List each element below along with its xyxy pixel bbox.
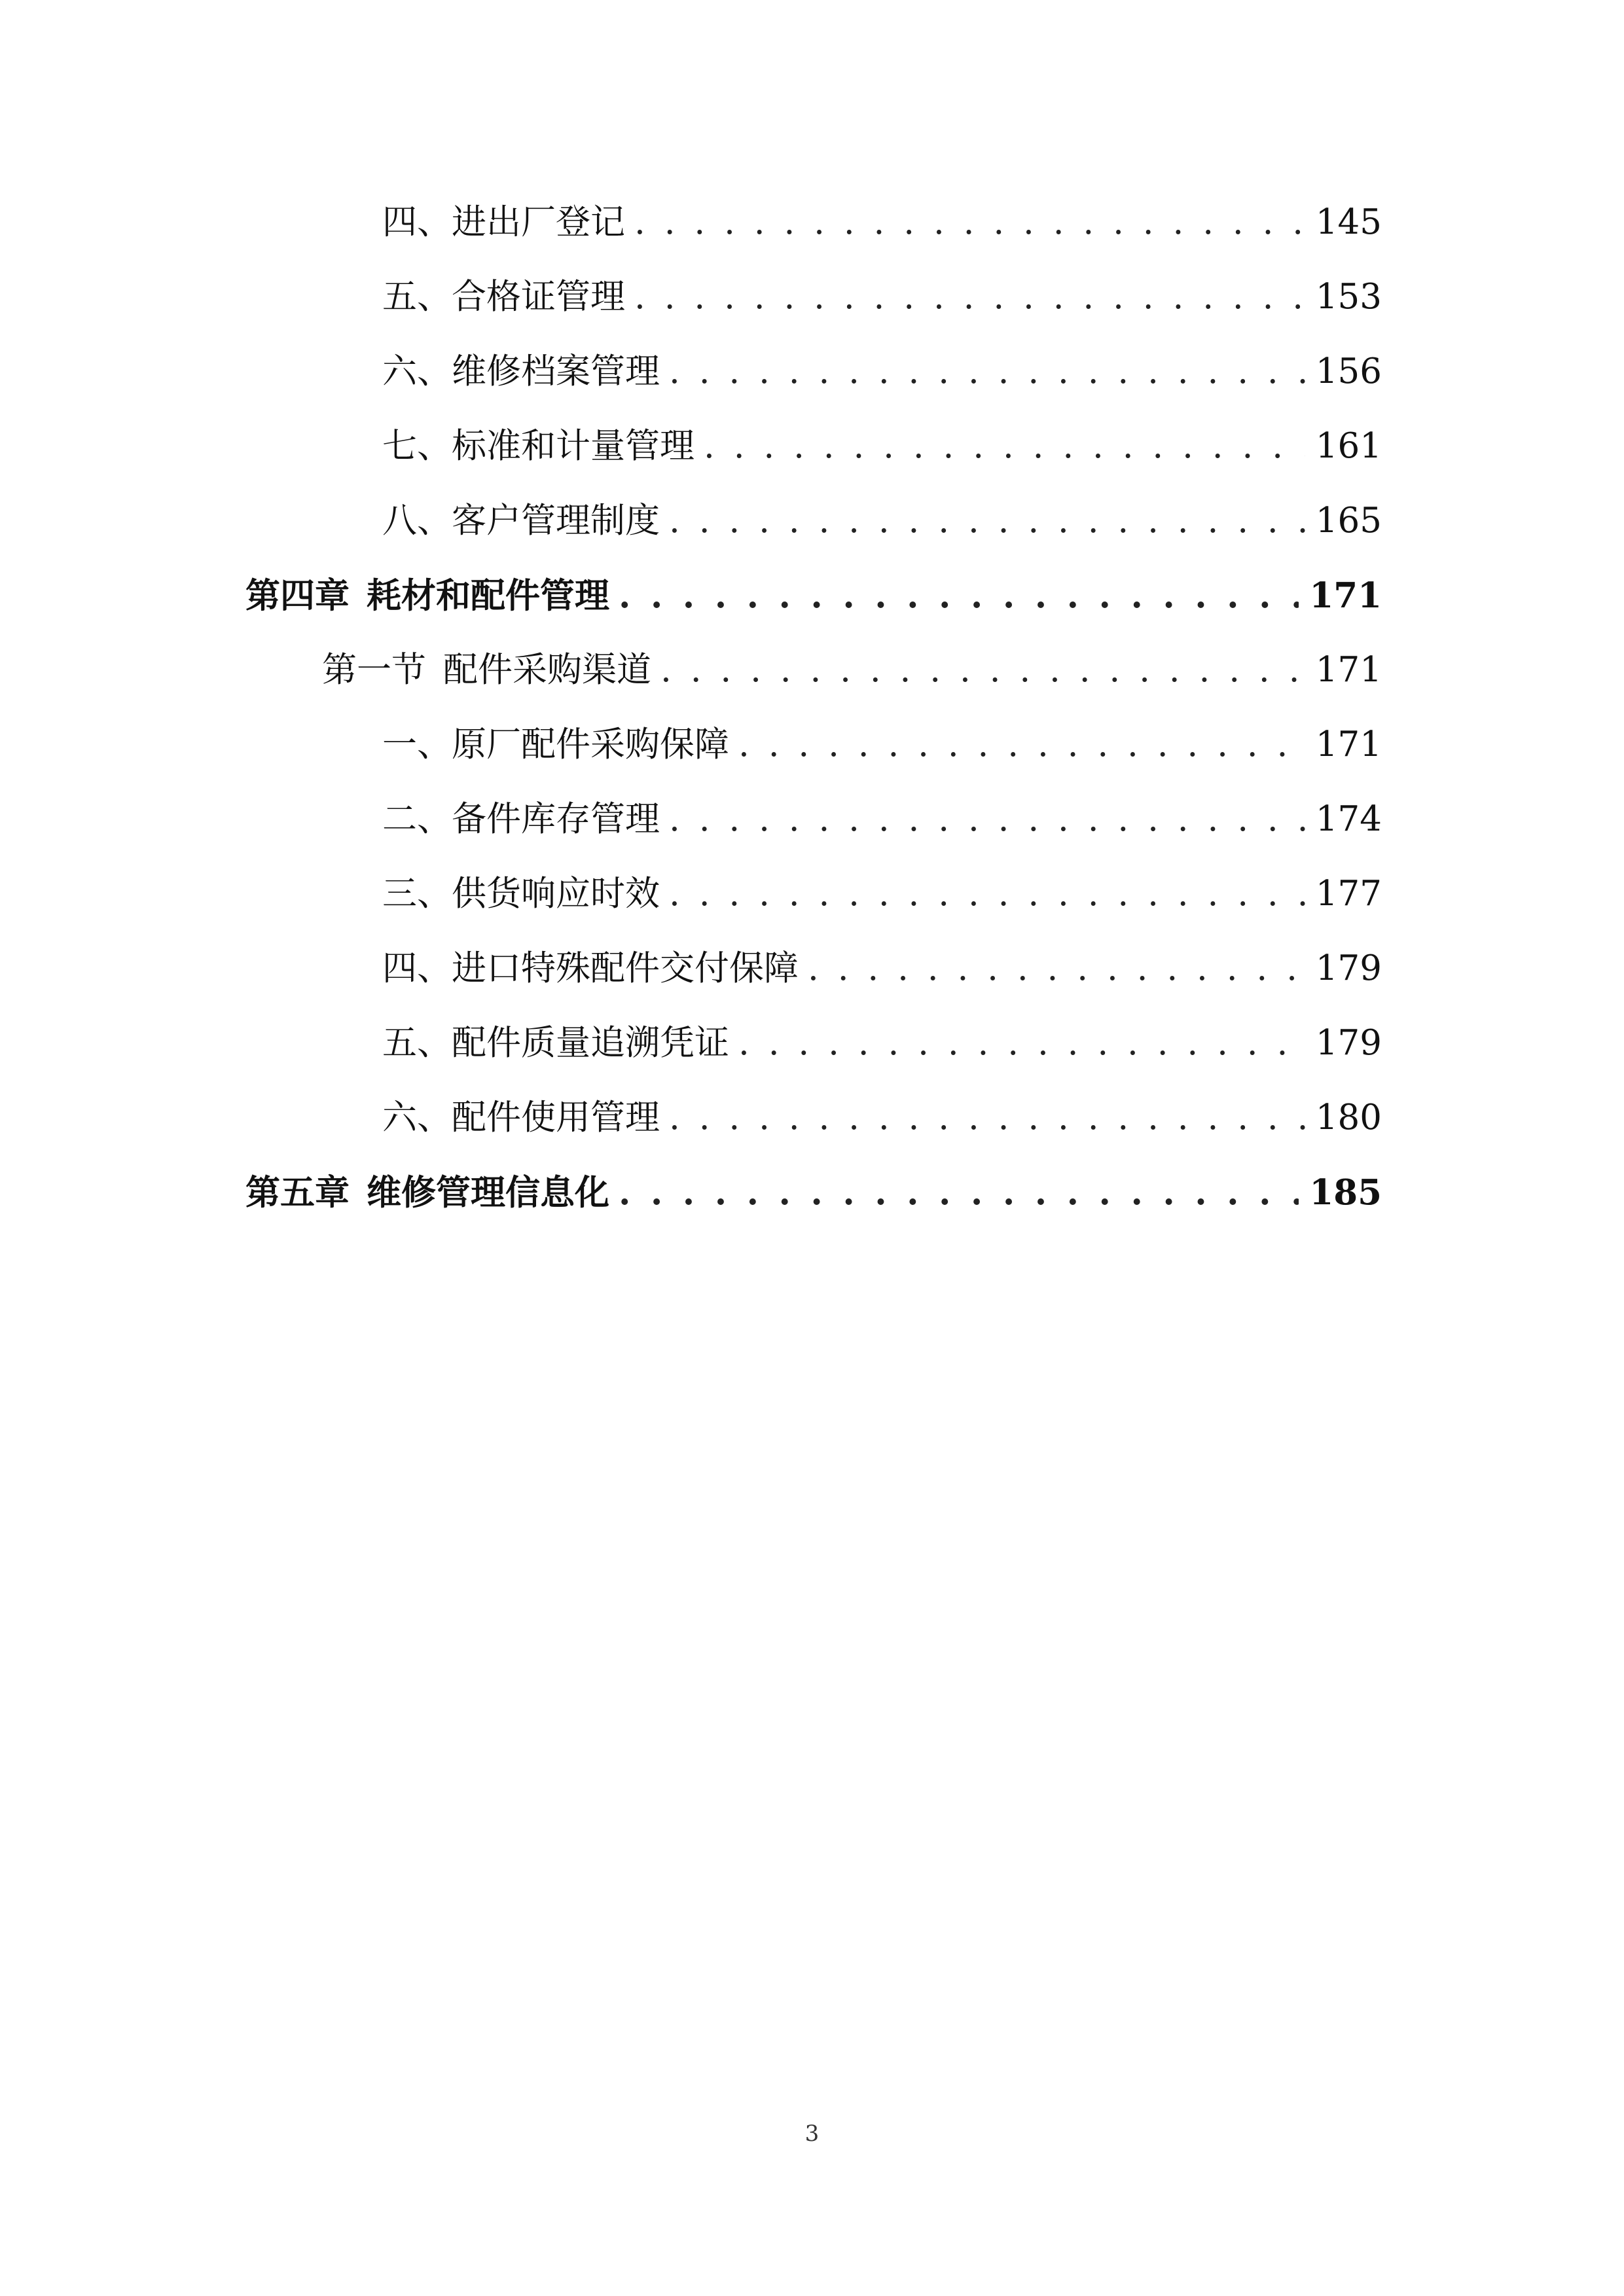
toc-entry-page: 161 bbox=[1315, 426, 1382, 466]
toc-section-entry[interactable] bbox=[322, 641, 1382, 700]
toc-dot-leader bbox=[738, 1014, 1305, 1073]
toc-entry-title: 配件质量追溯凭证 bbox=[452, 1023, 729, 1063]
toc-entry-title: 标准和计量管理 bbox=[452, 426, 695, 466]
toc-entry-title: 配件采购渠道 bbox=[443, 650, 651, 690]
toc-entry-number: 二、 bbox=[382, 799, 452, 839]
toc-dot-leader bbox=[634, 193, 1305, 252]
toc-entry-number: 三、 bbox=[382, 874, 452, 914]
toc-entry-number: 八、 bbox=[382, 501, 452, 541]
page-number: 3 bbox=[804, 2121, 820, 2147]
toc-dot-leader bbox=[669, 342, 1305, 401]
toc-entry[interactable] bbox=[382, 939, 1382, 998]
toc-entry-title: 客户管理制度 bbox=[452, 501, 660, 541]
toc-entry-page: 156 bbox=[1315, 351, 1382, 391]
toc-entry-title: 耗材和配件管理 bbox=[367, 575, 609, 616]
toc-dot-leader bbox=[808, 939, 1305, 998]
toc-entry-number: 四、 bbox=[382, 202, 452, 242]
toc-entry-number: 七、 bbox=[382, 426, 452, 466]
toc-entry-title: 维修档案管理 bbox=[452, 351, 660, 391]
toc-entry[interactable] bbox=[382, 492, 1382, 550]
toc-entry-title: 维修管理信息化 bbox=[367, 1172, 609, 1213]
toc-entry-number: 五、 bbox=[382, 1023, 452, 1063]
toc-entry-title: 进口特殊配件交付保障 bbox=[452, 948, 799, 988]
toc-entry-page: 180 bbox=[1315, 1098, 1382, 1138]
toc-entry-page: 165 bbox=[1315, 501, 1382, 541]
toc-dot-leader bbox=[660, 641, 1305, 700]
toc-entry[interactable] bbox=[382, 417, 1382, 476]
toc-dot-leader bbox=[669, 865, 1305, 924]
toc-entry-number: 第一节 bbox=[322, 650, 426, 690]
toc-entry-page: 171 bbox=[1315, 650, 1382, 690]
toc-dot-leader bbox=[669, 1088, 1305, 1147]
toc-entry[interactable] bbox=[382, 193, 1382, 252]
toc-entry-number: 六、 bbox=[382, 351, 452, 391]
toc-chapter-entry[interactable] bbox=[245, 566, 1382, 625]
toc-dot-leader bbox=[619, 566, 1299, 625]
toc-entry-title: 供货响应时效 bbox=[452, 874, 660, 914]
toc-entry-page: 185 bbox=[1309, 1172, 1382, 1213]
toc-entry-page: 179 bbox=[1315, 1023, 1382, 1063]
toc-dot-leader bbox=[669, 492, 1305, 550]
toc-entry-number: 六、 bbox=[382, 1098, 452, 1138]
toc-dot-leader bbox=[704, 417, 1305, 476]
toc-entry-number: 四、 bbox=[382, 948, 452, 988]
toc-dot-leader bbox=[738, 715, 1305, 774]
toc-entry-number: 第五章 bbox=[245, 1172, 350, 1213]
toc-entry[interactable] bbox=[382, 268, 1382, 327]
toc-entry[interactable] bbox=[382, 715, 1382, 774]
toc-entry-title: 备件库存管理 bbox=[452, 799, 660, 839]
toc-entry-page: 171 bbox=[1315, 725, 1382, 764]
toc-entry-page: 145 bbox=[1315, 202, 1382, 242]
toc-dot-leader bbox=[619, 1163, 1299, 1222]
toc-dot-leader bbox=[669, 790, 1305, 849]
toc-entry-title: 进出厂登记 bbox=[452, 202, 625, 242]
toc-entry-title: 合格证管理 bbox=[452, 277, 625, 317]
toc-entry-title: 配件使用管理 bbox=[452, 1098, 660, 1138]
toc-entry-title: 原厂配件采购保障 bbox=[452, 725, 729, 764]
toc-entry[interactable] bbox=[382, 1088, 1382, 1147]
toc-entry[interactable] bbox=[382, 790, 1382, 849]
toc-entry-page: 174 bbox=[1315, 799, 1382, 839]
toc-entry[interactable] bbox=[382, 1014, 1382, 1073]
toc-entry-number: 第四章 bbox=[245, 575, 350, 616]
toc-entry-page: 153 bbox=[1315, 277, 1382, 317]
toc-chapter-entry[interactable] bbox=[245, 1163, 1382, 1222]
toc-entry-page: 171 bbox=[1309, 575, 1382, 616]
toc-entry-number: 五、 bbox=[382, 277, 452, 317]
toc-entry[interactable] bbox=[382, 342, 1382, 401]
toc-entry-page: 179 bbox=[1315, 948, 1382, 988]
toc-dot-leader bbox=[634, 268, 1305, 327]
toc-entry-page: 177 bbox=[1315, 874, 1382, 914]
toc-entry[interactable] bbox=[382, 865, 1382, 924]
toc-entry-number: 一、 bbox=[382, 725, 452, 764]
